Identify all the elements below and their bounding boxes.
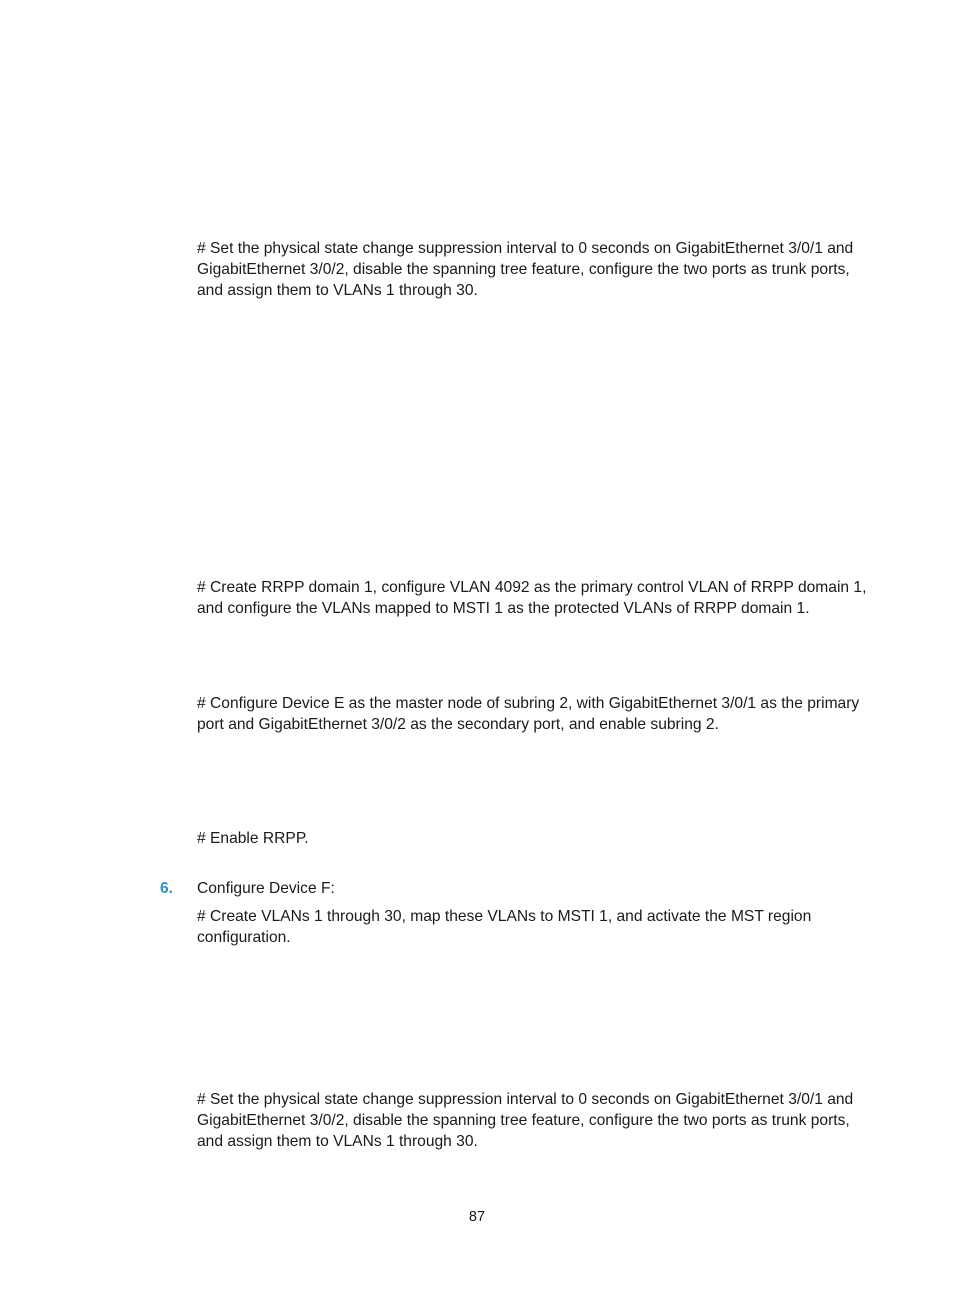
paragraph-enable-rrpp: # Enable RRPP.: [197, 830, 309, 847]
step-number: 6.: [160, 880, 174, 897]
paragraph-suppression-interval-device-e: # Set the physical state change suppression interval to 0 seconds on GigabitEthernet 3/0/1 and GigabitEthernet 3/0/2, disable the spanning tree feature, configure the two ports as trunk ports, and assign them to VLANs 1 through 30.: [197, 240, 854, 299]
paragraph-create-rrpp-domain: # Create RRPP domain 1, configure VLAN 4092 as the primary control VLAN of RRPP domain 1, and configure the VLANs mapped to MSTI 1 as the protected VLANs of RRPP domain 1.: [197, 579, 867, 617]
paragraph-configure-master-node: # Configure Device E as the master node of subring 2, with GigabitEthernet 3/0/1 as the primary port and GigabitEthernet 3/0/2 as the secondary port, and enable subring 2.: [197, 695, 860, 733]
page-number: 87: [468, 1209, 486, 1225]
paragraph-create-vlans: # Create VLANs 1 through 30, map these VLANs to MSTI 1, and activate the MST region configuration.: [197, 908, 812, 946]
paragraph-suppression-interval-device-f: # Set the physical state change suppression interval to 0 seconds on GigabitEthernet 3/0/1 and GigabitEthernet 3/0/2, disable the spanning tree feature, configure the two ports as trunk ports, and assign them to VLANs 1 through 30.: [197, 1091, 854, 1150]
step-label: Configure Device F:: [197, 880, 335, 897]
